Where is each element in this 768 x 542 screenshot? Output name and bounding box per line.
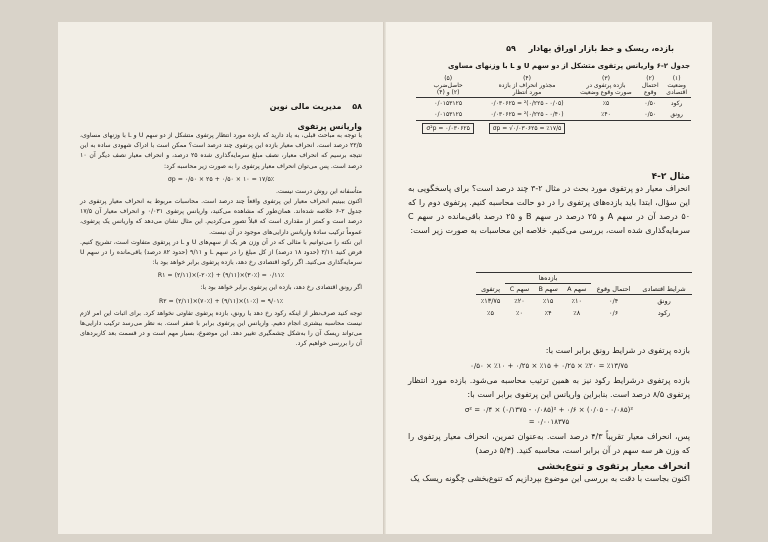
table-row [416, 109, 691, 121]
formula: σ² = ۰/۴ × (۰/۱۳۷۵ - ۰/۰۸۵)² + ۰/۶ × (۰/۰۵ - ۰/۰۸۵)² [464, 406, 634, 414]
calculation-block [408, 344, 690, 486]
table-header-cell: سهم C [505, 284, 534, 295]
example-text: انحراف معیار دو پرتفوی مورد بحث در مثال ۲-۳ چند درصد است؟ برای پاسخگویی به این سؤال، ابتدا باید بازده‌های پرتفوی را در دو حالت محاسبه کنیم. پرتفوی دوم را که ۵۰ درصد آن در سهم A و ۲۵ درصد در سهم B و ۲۵ درصد باقی‌مانده در سهم C سرمایه‌گذاری شده است، بررسی می‌کنیم. خلاصه این محاسبات به صورت زیر است: [408, 184, 690, 235]
table-header-cell: سهم B [534, 284, 563, 295]
table-cell: رکود [670, 100, 683, 107]
table-caption: جدول ۲-۶ واریانس پرتفوی متشکل از دو سهم U و L با وزنهای مساوی [448, 62, 690, 70]
paragraph: اکنون بجاست با دقت به بررسی این موضوع بپردازیم که تنوع‌بخشی چگونه ریسک یک [410, 474, 690, 483]
table-footer-row [416, 121, 691, 137]
paragraph: بازده پرتفوی در شرایط رونق برابر است با: [545, 346, 690, 355]
example-block [408, 172, 690, 238]
table-cell: ۰/۴ [609, 297, 619, 305]
right-running-title: بازده، ریسک و خط بازار اوراق بهادار [528, 44, 674, 53]
table-cell: ۰/۵۰ [644, 111, 657, 118]
example-title: مثال ۲-۴ [651, 172, 690, 182]
table-group-header-row [476, 273, 692, 284]
table-cell: ٪۴۰ [601, 111, 611, 118]
paragraph: با توجه به مباحث قبلی، به یاد دارید که بازده مورد انتظار پرتفوی متشکل از دو سهم U و L با وزنهای مساوی، ۲۲/۵ درصد است. انحراف معیار بازده این پرتفوی چند درصد است؟ ممکن است با ادراک شهودی ساده به این نتیجه برسیم که انحراف معیار، نصف مبلغ سرمایه‌گذاری شده ۲۵ درصد، و انحراف معیار نصف دیگر آن ۱۰ درصد است. پس می‌توان انحراف معیار پرتفوی را به صورت زیر محاسبه کرد: [80, 132, 362, 170]
table-header-cell: احتمال وقوع [591, 284, 636, 295]
table-header-cell: پرتفوی [476, 284, 505, 295]
portfolio-sd-box: σp = √۰/۰۳۰۶۲۵ = ٪۱۷/۵ [489, 123, 566, 134]
table-header-cell: (۳) بازده پرتفوی در صورت وقوع وضعیت [574, 74, 638, 98]
table-cell: ٪۱۰ [571, 297, 583, 305]
variance-table [416, 74, 691, 136]
left-page-number: ۵۸ [352, 102, 362, 111]
table-cell: ٪۸ [573, 309, 581, 317]
table-header-row [416, 74, 691, 98]
table-header-cell: (۱) وضعیت اقتصادی [662, 74, 691, 98]
table-cell: ٪۴ [544, 309, 552, 317]
left-page-body [80, 122, 362, 349]
left-page [58, 22, 384, 534]
table-cell: ٪۰ [515, 309, 523, 317]
returns-table [476, 272, 692, 319]
formula: = ۰/۰۰۱۸۳۷۵ [528, 418, 570, 426]
paragraph: این نکته را می‌توانیم با مثالی که در آن وزن هر یک از سهم‌های U و L در پرتفوی متفاوت است، تشریح کنیم. فرض کنید ۲/۱۱ (حدود ۱۸ درصد) از کل مبلغ را در سهم L و ۹/۱۱ (حدود ۸۲ درصد) باقی‌مانده را در سهم U سرمایه‌گذاری می‌کنید. اگر رکود اقتصادی رخ دهد، بازده پرتفوی برابر خواهد بود با: [80, 238, 362, 267]
table-header-row [476, 284, 692, 295]
table-cell: (۰/۴۰ - ۰/۲۲۵)² = ۰/۰۳۰۶۲۵ [490, 111, 564, 118]
table-cell: ٪۵ [602, 100, 610, 107]
table-row [476, 307, 692, 319]
left-running-title: مدیریت مالی نوین [269, 102, 342, 111]
subsection-title: انحراف معیار پرتفوی و تنوع‌بخشی [537, 462, 690, 472]
paragraph: اکنون ببینیم انحراف معیار این پرتفوی واقعاً چند درصد است. محاسبات مربوط به انحراف معیار پرتفوی در جدول ۲-۶ خلاصه شده‌اند. همان‌طور که مشاهده می‌کنید، واریانس پرتفوی ۰/۰۳۱ و انحراف معیار آن ۱۷/۵ درصد است و کمتر از مقداری است که قبلاً تصور می‌کردیم. این مثال نشان می‌دهد که واریانس یک پرتفوی، عموماً ترکیب سادهٔ واریانس دارایی‌های موجود در آن نیست. [80, 198, 362, 236]
table-cell: رکود [657, 309, 671, 317]
table-cell: ۰/۰۱۵۳۱۲۵ [434, 100, 463, 107]
table-cell: ۰/۰۱۵۳۱۲۵ [434, 111, 463, 118]
table-cell: ٪۲۰ [514, 297, 525, 305]
table-row [476, 295, 692, 308]
table-header-cell: سهم A [562, 284, 591, 295]
right-page [386, 22, 712, 534]
left-page-header [270, 102, 362, 111]
table-row [416, 98, 691, 110]
table-header-cell: (۵) حاصل‌ضرب (۲) و (۴) [416, 74, 480, 98]
formula: R۱ = (۲/۱۱)×(-۲۰٪) + (۹/۱۱)×(۳۰٪) = ۰/۱۱٪ [157, 272, 285, 280]
table-cell: (۰/۰۵ - ۰/۲۲۵)² = ۰/۰۳۰۶۲۵ [490, 100, 564, 107]
table-cell: ٪۵ [487, 309, 495, 317]
table-cell: رونق [670, 111, 683, 118]
table-cell: ۰/۶ [609, 309, 619, 317]
table-cell: ٪۱۳/۷۵ [480, 297, 501, 305]
right-page-header [506, 44, 674, 53]
table-cell: رونق [657, 297, 671, 305]
section-title: واریانس پرتفوی [297, 122, 362, 131]
table-header-cell: (۲) احتمال وقوع [638, 74, 662, 98]
table-header-cell: (۴) مجذور انحراف از بازده مورد انتظار [480, 74, 573, 98]
table-header-cell: شرایط اقتصادی [636, 284, 692, 295]
right-page-number: ۵۹ [506, 44, 516, 53]
paragraph: پس، انحراف معیار تقریباً ۴/۳ درصد است. به‌عنوان تمرین، انحراف معیار پرتفوی را که وزن هر سه سهم در آن برابر است، محاسبه کنید. (۵/۴ درصد) [408, 432, 690, 455]
formula: σp = ۰/۵۰ × ۲۵ + ۰/۵۰ × ۱۰ = ۱۷/۵٪ [167, 175, 275, 183]
portfolio-variance-box: σ²p = ۰/۰۳۰۶۲۵ [422, 123, 473, 134]
table-cell: ۰/۵۰ [644, 100, 657, 107]
paragraph: اگر رونق اقتصادی رخ دهد، بازده این پرتفوی برابر خواهد بود با: [200, 284, 362, 292]
formula: ۰/۵۰ × ٪۱۰ + ۰/۲۵ × ٪۱۵ + ۰/۲۵ × ٪۲۰ = ٪۱۳/۷۵ [470, 362, 628, 370]
table-group-header: بازده‌ها [505, 273, 591, 284]
formula: R۲ = (۲/۱۱)×(۷۰٪) + (۹/۱۱)×(۱۰٪) = ۹/۰۱٪ [158, 297, 284, 305]
table-cell: ٪۱۵ [542, 297, 554, 305]
paragraph: بازده پرتفوی درشرایط رکود نیز به همین ترتیب محاسبه می‌شود. بازده مورد انتظار پرتفوی ۸/۵ درصد است. بنابراین واریانس این پرتفوی برابر است با: [408, 376, 690, 399]
paragraph: توجه کنید صرف‌نظر از اینکه رکود رخ دهد یا رونق، بازده پرتفوی تفاوتی نخواهد کرد. برای اثبات این امر لازم نیست محاسبه بیشتری انجام دهیم. واریانس این پرتفوی برابر با صفر است. به نظر می‌رسد ترکیب دارایی‌ها می‌تواند ریسک آن را به‌شکل چشمگیری تغییر دهد. این موضوع، بسیار مهم است و در قسمت بعد کاربردهای آن را بررسی خواهیم کرد. [80, 309, 362, 348]
paragraph: متأسفانه این روش درست نیست. [275, 187, 362, 195]
